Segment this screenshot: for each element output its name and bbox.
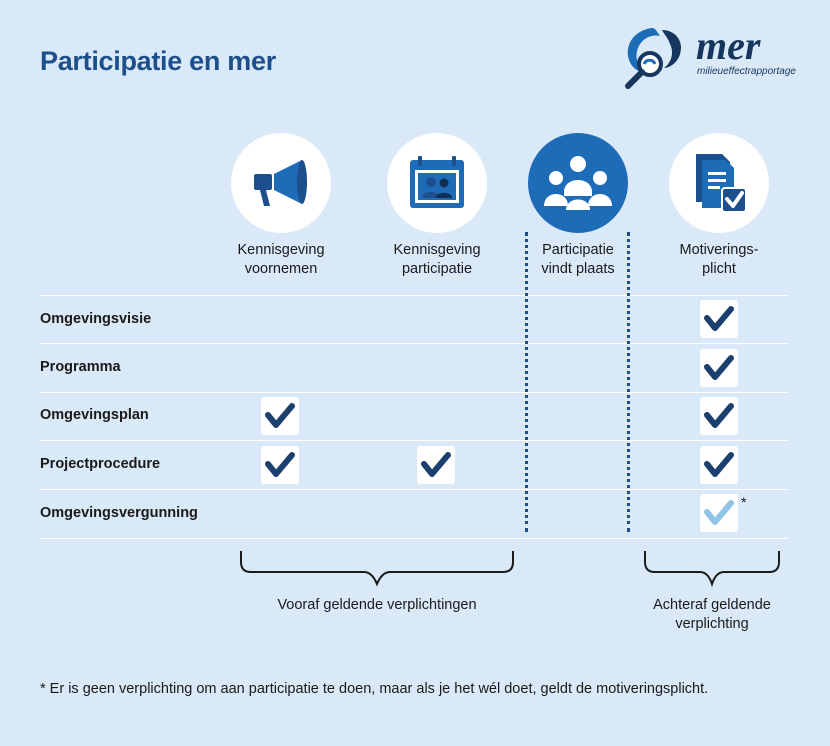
- document-check-icon: [688, 152, 750, 214]
- conditional-asterisk: *: [741, 494, 747, 510]
- check-icon: [417, 446, 455, 484]
- row-label-programma: Programma: [40, 359, 121, 375]
- check-conditional-icon: [700, 494, 738, 532]
- row-divider: [40, 440, 788, 441]
- row-label-omgevingsplan: Omgevingsplan: [40, 407, 149, 423]
- row-divider: [40, 343, 788, 344]
- group-people-icon: [542, 152, 614, 214]
- row-label-projectprocedure: Projectprocedure: [40, 456, 161, 472]
- logo-subtitle: milieueffectrapportage: [697, 66, 796, 77]
- row-divider: [40, 295, 788, 296]
- row-divider: [40, 489, 788, 490]
- column-icon-motiveringsplicht: [669, 133, 769, 233]
- column-icon-participatie-vindt-plaats: [528, 133, 628, 233]
- megaphone-icon: [250, 152, 312, 214]
- calendar-people-icon: [406, 152, 468, 214]
- footnote: * Er is geen verplichting om aan participatie te doen, maar als je het wél doet, geldt de motiveringsplicht.: [40, 681, 709, 697]
- magnifier-logo-icon: [622, 24, 694, 94]
- check-icon: [261, 446, 299, 484]
- logo-wordmark: mer: [696, 23, 761, 68]
- dotted-divider-right: [627, 232, 630, 532]
- page-title: Participatie en mer: [40, 46, 276, 76]
- column-icon-kennisgeving-participatie: [387, 133, 487, 233]
- row-divider: [40, 392, 788, 393]
- brace-after: [642, 548, 782, 588]
- dotted-divider-left: [525, 232, 528, 532]
- column-label-kennisgeving-participatie: Kennisgeving participatie: [393, 242, 481, 277]
- check-icon: [700, 446, 738, 484]
- column-icon-kennisgeving-voornemen: [231, 133, 331, 233]
- check-icon: [700, 300, 738, 338]
- check-icon: [261, 397, 299, 435]
- column-label-participatie-vindt-plaats: Participatie vindt plaats: [541, 242, 615, 277]
- brace-before: [238, 548, 516, 588]
- brace-label-after: Achteraf geldende verplichting: [653, 597, 771, 632]
- row-label-omgevingsvergunning: Omgevingsvergunning: [40, 505, 198, 521]
- brace-label-before: Vooraf geldende verplichtingen: [277, 597, 477, 613]
- check-icon: [700, 397, 738, 435]
- row-divider: [40, 538, 788, 539]
- mer-logo: [622, 24, 812, 94]
- column-label-motiveringsplicht: Motiverings- plicht: [679, 242, 759, 277]
- column-label-kennisgeving-voornemen: Kennisgeving voornemen: [237, 242, 325, 277]
- check-icon: [700, 349, 738, 387]
- row-label-omgevingsvisie: Omgevingsvisie: [40, 311, 152, 327]
